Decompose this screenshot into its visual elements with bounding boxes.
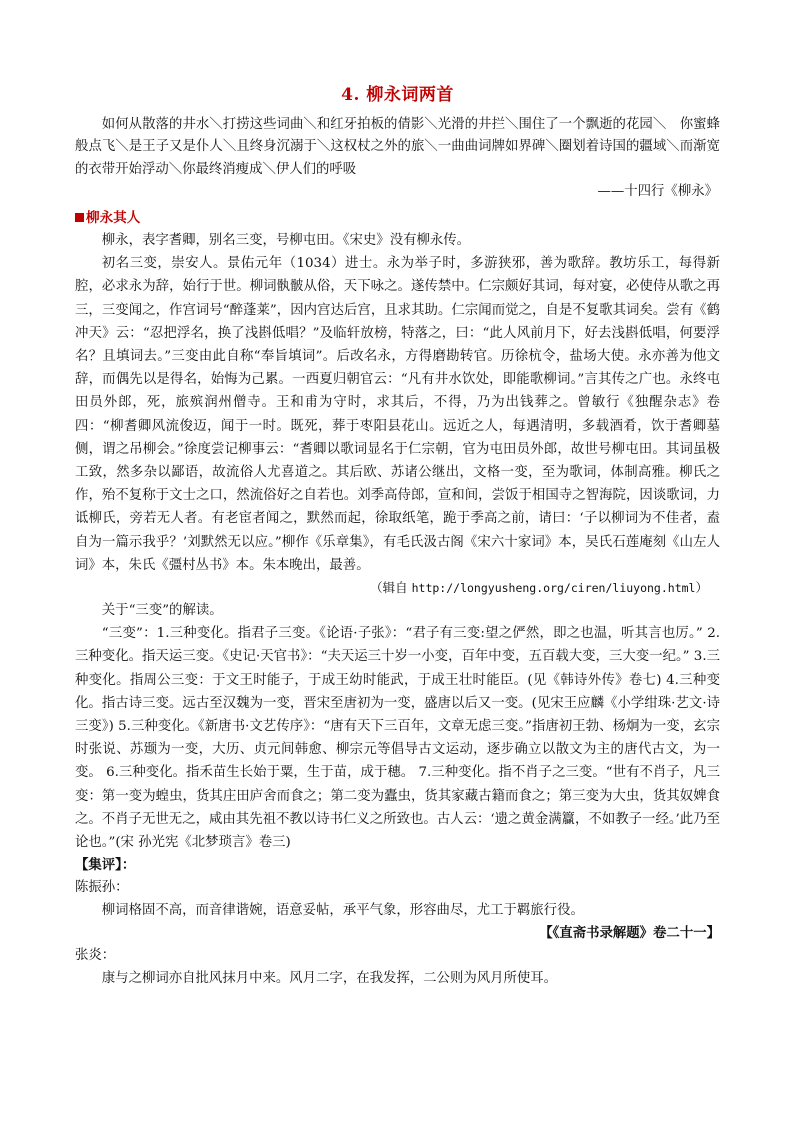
section-heading: [75, 207, 720, 229]
section-heading-text: 柳永其人: [86, 209, 141, 226]
sanbian-detail-paragraph: “三变”：1.三种变化。指君子三变。《论语·子张》：“君子有三变:望之俨然，即之也温，听其言也厉。” 2.三种变化。指天运三变。《史记·天官书》：“夫天运三十岁一小变，百年中变，五百载大变，三大变一纪。” 3.三种变化。指周公三变：于文王时能子，于成王幼时能武，于成王壮时能臣。(见《韩诗外传》卷七) 4.三种变化。指古诗三变。远古至汉魏为一变，晋宋至唐初为一变，盛唐以后又一变。(见宋王应麟《小学绀珠·艺文·诗三变》) 5.三种变化。《新唐书·文艺传序》：“唐有天下三百年，文章无虑三变。”指唐初王勃、杨炯为一变，玄宗时张说、苏颋为一变，大历、贞元间韩愈、柳宗元等倡导古文运动，逐步确立以散文为主的唐代古文，为一变。 6.三种变化。指禾苗生长始于粟，生于苗，成于穗。 7.三种变化。指不肖子之三变。“世有不肖子，凡三变：第一变为蝗虫，货其庄田庐舍而食之；第二变为蠹虫，货其家藏古籍而食之；第三变为大虫，货其奴婢食之。不肖子无世无之，咸由其先祖不教以诗书仁义之所致也。古人云：‘遗之黄金满籯，不如教子一经。’此乃至论也。”(宋 孙光宪《北梦琐言》卷三): [75, 626, 720, 850]
comment-text-1: 柳词格固不高，而音律谐婉，语意妥帖，承平气象，形容曲尽，尤工于羁旅行役。: [101, 903, 584, 919]
square-bullet-icon: [75, 213, 84, 222]
comment-text-2: 康与之柳词亦自批风抹月中来。风月二字，在我发挥，二公则为风月所使耳。: [101, 971, 558, 987]
page-title: 4. 柳永词两首: [341, 85, 454, 105]
comments-label: 【集评】：: [75, 857, 136, 874]
comment-author-1: 陈振孙：: [75, 879, 129, 895]
comment-citation-1: 【《直斋书录解题》卷二十一】: [539, 925, 720, 942]
comment-author-2: 张炎：: [75, 947, 116, 963]
epigraph-source: ——十四行《柳永》: [597, 183, 718, 199]
bio-intro-paragraph: 柳永，表字耆卿，别名三变，号柳屯田。《宋史》没有柳永传。: [101, 232, 471, 248]
document-page: [75, 82, 720, 991]
source-citation: [75, 577, 720, 599]
sanbian-intro-paragraph: 关于“三变”的解读。: [101, 602, 223, 618]
source-url-link[interactable]: http://longyusheng.org/ciren/liuyong.html: [411, 580, 696, 595]
epigraph-poem: 如何从散落的井水＼打捞这些词曲＼和红牙拍板的倩影＼光滑的井拦＼围住了一个飘逝的花园＼ 你蜜蜂般点飞＼是王子又是仆人＼且终身沉溺于＼这权杖之外的旅＼一曲曲词牌如界碑＼圈划着诗国的疆域＼而渐宽的衣带开始浮动＼你最终消瘦成＼伊人们的呼吸: [75, 117, 720, 177]
source-suffix: ）: [695, 579, 708, 595]
source-prefix: （辑自: [370, 579, 412, 595]
bio-main-paragraph: 初名三变，崇安人。景佑元年（1034）进士。永为举子时，多游狭邪，善为歌辞。教坊乐工，每得新腔，必求永为辞，始行于世。柳词骫骳从俗，天下咏之。遂传禁中。仁宗颇好其词，每对宴，必使侍从歌之再三，三变闻之，作宫词号“醉蓬莱”，因内宫达后宫，且求其助。仁宗闻而觉之，自是不复歌其词矣。尝有《鹤冲天》云：“忍把浮名，换了浅斟低唱？”及临轩放榜，特落之，曰：“此人风前月下，好去浅斟低唱，何要浮名？且填词去。”三变由此自称“奉旨填词”。后改名永，方得磨勘转官。历徐杭令，盐场大使。永亦善为他文辞，而偶先以是得名，始悔为己累。一西夏归朝官云：“凡有井水饮处，即能歌柳词。”言其传之广也。永终屯田员外郎，死，旅殡润州僧寺。王和甫为守时，求其后，不得，乃为出钱葬之。曾敏行《独醒杂志》卷四：“柳耆卿风流俊迈，闻于一时。既死，葬于枣阳县花山。远近之人，每遇清明，多载酒肴，饮于耆卿墓侧，谓之吊柳会。”徐度尝记柳事云：“耆卿以歌词显名于仁宗朝，官为屯田员外郎，故世号柳屯田。其词虽极工致，然多杂以鄙语，故流俗人尤喜道之。其后欧、苏诸公继出，文格一变，至为歌词，体制高雅。柳氏之作，殆不复称于文士之口，然流俗好之自若也。刘季高侍郎，宣和间，尝饭于相国寺之智海院，因谈歌词，力诋柳氏，旁若无人者。有老宦者闻之，默然而起，徐取纸笔，跪于季高之前，请曰：‘子以柳词为不佳者，盍自为一篇示我乎？’刘默然无以应。”柳作《乐章集》，有毛氏汲古阁《宋六十家词》本，吴氏石莲庵刻《山左人词》本，朱氏《彊村丛书》本。朱本晚出，最善。: [75, 256, 720, 573]
